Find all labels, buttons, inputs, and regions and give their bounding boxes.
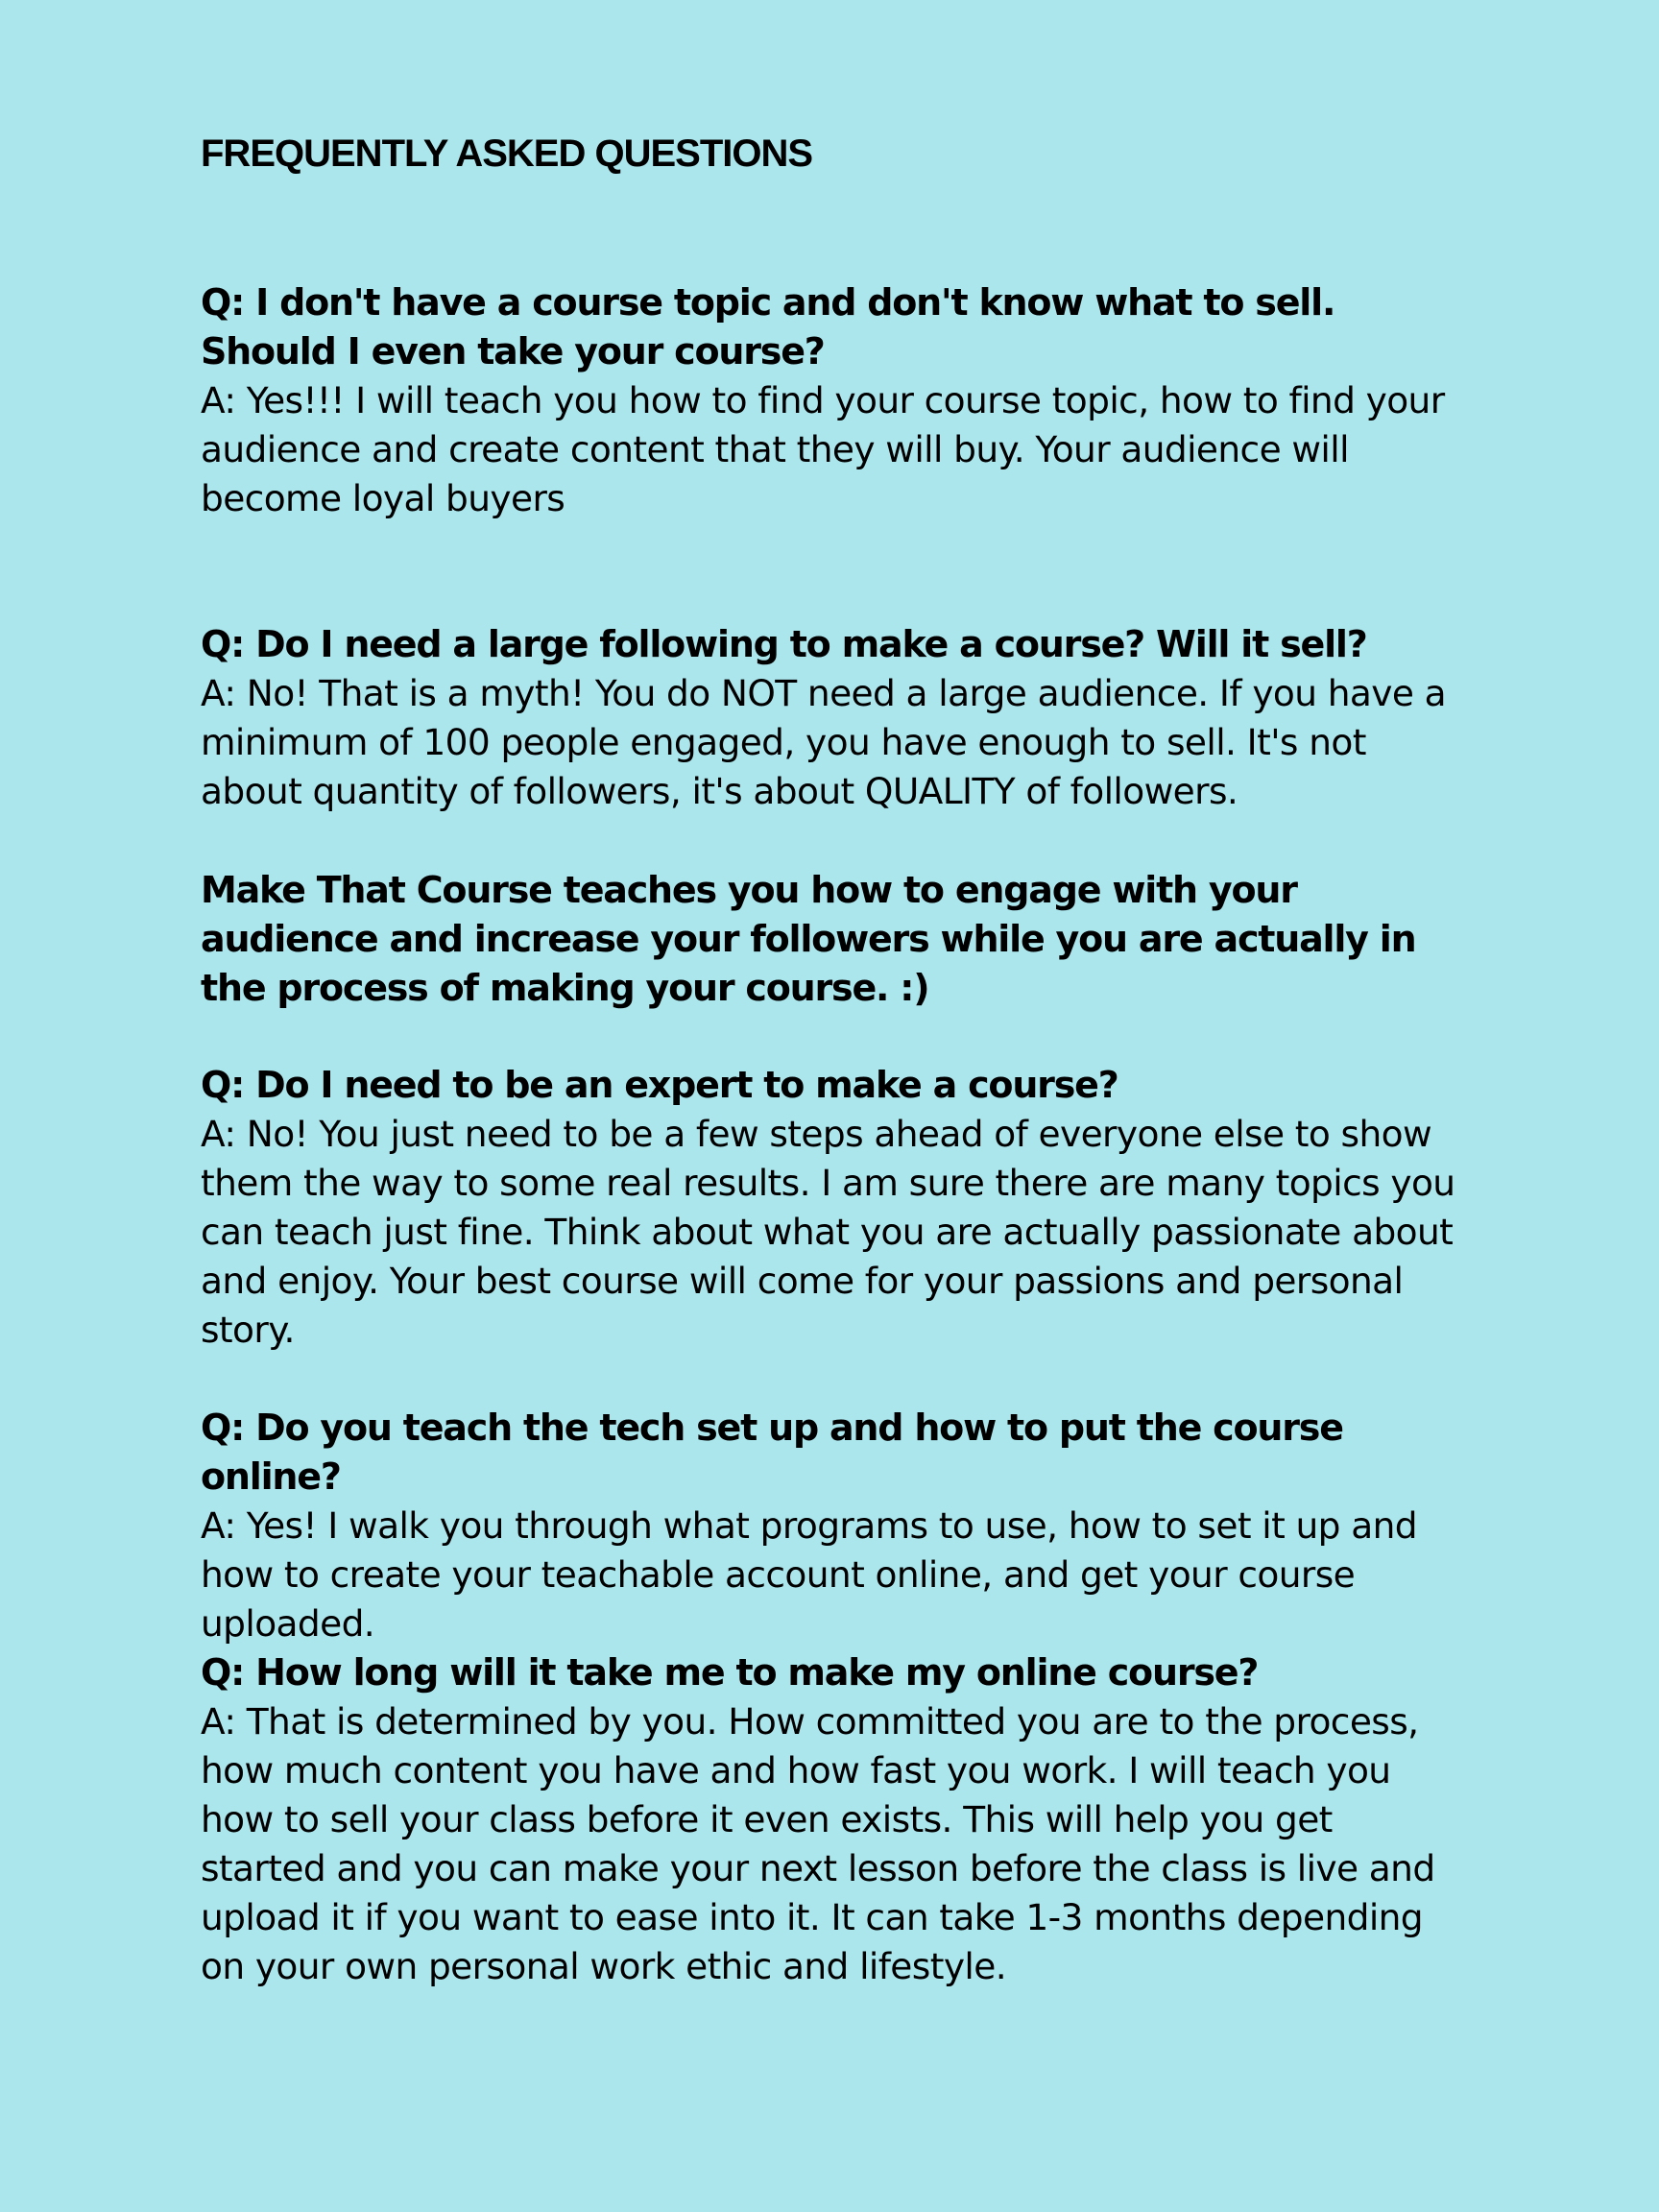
faq-item-course-topic [201, 278, 1468, 523]
faq-answer: A: Yes! I walk you through what programs to use, how to set it up and how to create your teachable account online, and get your course uploaded. [201, 1504, 1417, 1645]
faq-question: Q: How long will it take me to make my online course? [201, 1651, 1259, 1694]
faq-item-expert [201, 1061, 1468, 1355]
faq-item-how-long [201, 1648, 1468, 1991]
faq-item-tech-setup [201, 1404, 1468, 1648]
faq-answer: A: No! That is a myth! You do NOT need a large audience. If you have a minimum of 100 people engaged, you have enough to sell. It's not about quantity of followers, it's about QUALITY of followers. [201, 672, 1447, 812]
faq-answer: A: No! You just need to be a few steps ahead of everyone else to show them the way to some real results. I am sure there are many topics you can teach just fine. Think about what you are actually passionate about and enjoy. Your best course will come for your passions and personal story. [201, 1113, 1455, 1351]
page-title: FREQUENTLY ASKED QUESTIONS [201, 132, 813, 175]
faq-question: Q: Do I need to be an expert to make a course? [201, 1064, 1118, 1106]
faq-question: Q: Do you teach the tech set up and how to put the course online? [201, 1407, 1343, 1498]
faq-item-large-following [201, 620, 1468, 816]
faq-answer: A: Yes!!! I will teach you how to find your course topic, how to find your audience and create content that they will buy. Your audience will become loyal buyers [201, 379, 1445, 519]
faq-question: Q: Do I need a large following to make a course? Will it sell? [201, 623, 1367, 665]
promo-note [201, 866, 1468, 1013]
faq-answer: A: That is determined by you. How committed you are to the process, how much content you have and how fast you work. I will teach you how to sell your class before it even exists. This will help you get started and you can make your next lesson before the class is live and upload it if you want to ease into it. It can take 1-3 months depending on your own personal work ethic and lifestyle. [201, 1700, 1435, 1987]
promo-note-text: Make That Course teaches you how to engage with your audience and increase your followers while you are actually in the process of making your course. :) [201, 869, 1416, 1009]
faq-question: Q: I don't have a course topic and don't know what to sell. Should I even take your course? [201, 281, 1335, 373]
